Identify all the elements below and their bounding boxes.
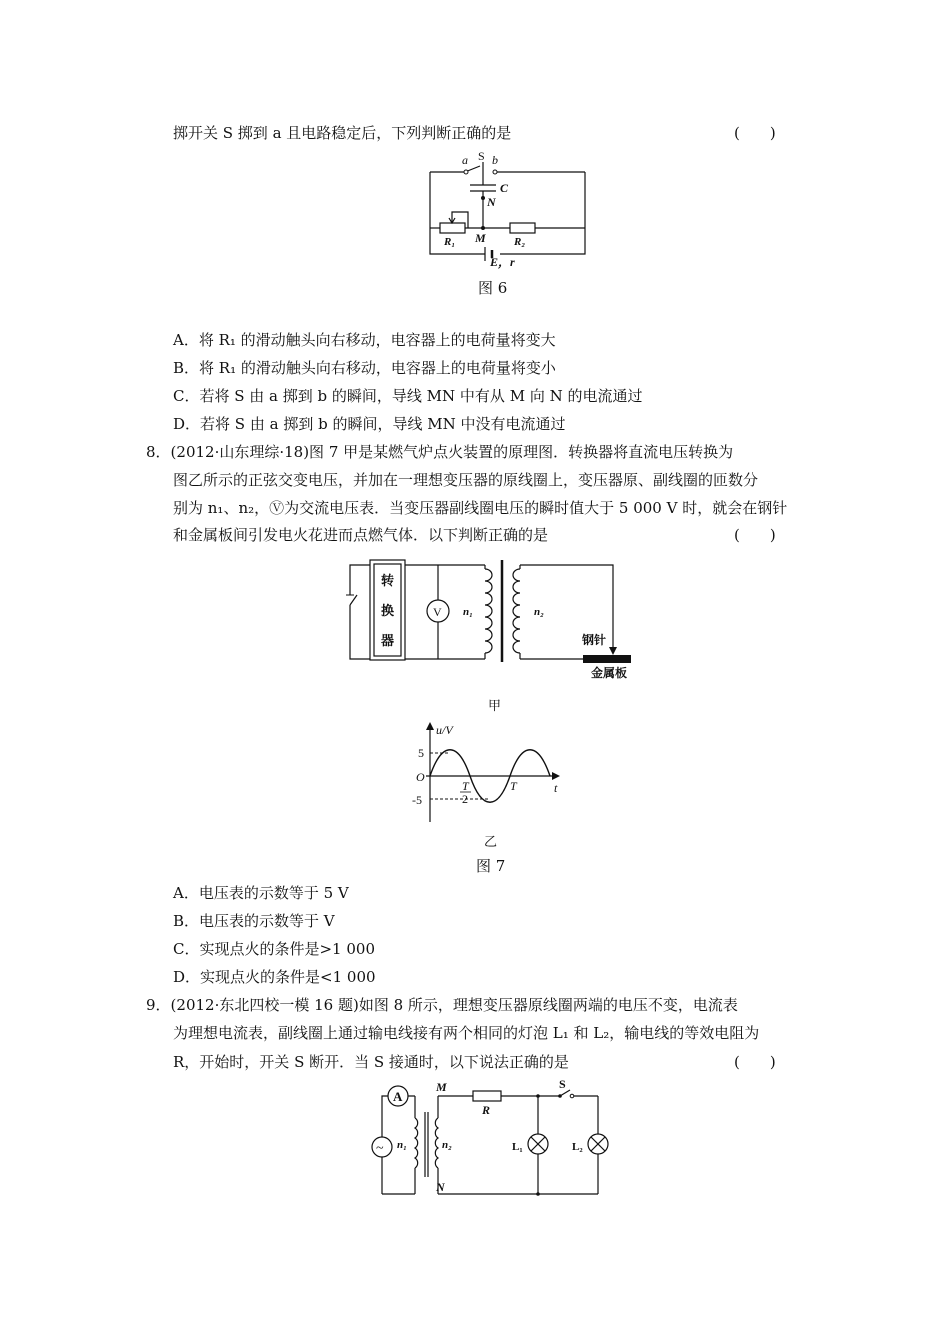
- fig7-tick-half-t-den: 2: [462, 792, 468, 806]
- q8-stem-line-3: 别为 n₁、n₂，Ⓥ为交流电压表．当变压器副线圈电压的瞬时值大于 5 000 V 时，就会在钢针: [173, 499, 788, 517]
- q7-option-d: D．若将 S 由 a 掷到 b 的瞬间，导线 MN 中没有电流通过: [173, 415, 566, 433]
- figure-7-yi-sine-graph: [390, 718, 570, 828]
- q8-option-c: C．实现点火的条件是>1 000: [173, 940, 375, 958]
- fig7-label-plate: 金属板: [591, 666, 628, 680]
- fig8-label-s: S: [559, 1077, 566, 1091]
- fig8-label-m: M: [436, 1080, 447, 1094]
- fig7-label-needle: 钢针: [582, 633, 607, 647]
- q7-option-c: C．若将 S 由 a 掷到 b 的瞬间，导线 MN 中有从 M 向 N 的电流通过: [173, 387, 643, 405]
- fig8-label-n2: n₂: [442, 1139, 452, 1151]
- q9-stem-line-1: 9．(2012·东北四校一模 16 题)如图 8 所示，理想变压器原线圈两端的电压不变，电流表: [146, 996, 738, 1014]
- fig7-tick-half-t-num: T: [462, 779, 469, 793]
- fig6-label-n: N: [487, 195, 496, 209]
- fig7-axis-u: u/V: [436, 723, 453, 737]
- fig8-label-n1: n₁: [397, 1139, 407, 1151]
- q7-answer-paren: ( ): [734, 124, 776, 142]
- q9-stem-line-3: R，开始时，开关 S 断开．当 S 接通时，以下说法正确的是: [173, 1053, 569, 1071]
- fig6-label-c: C: [500, 181, 509, 195]
- fig7-label-n2: n₂: [534, 606, 544, 618]
- figure-8-circuit: [370, 1077, 610, 1197]
- fig8-ammeter-label: A: [393, 1089, 403, 1104]
- q8-stem-line-1: 8．(2012·山东理综·18)图 7 甲是某燃气炉点火装置的原理图．转换器将直流电压转换为: [146, 443, 734, 461]
- q9-stem-line-2: 为理想电流表，副线圈上通过输电线接有两个相同的灯泡 L₁ 和 L₂，输电线的等效电阻为: [173, 1024, 760, 1042]
- q8-stem-line-2: 图乙所示的正弦交变电压，并加在一理想变压器的原线圈上，变压器原、副线圈的匝数分: [173, 471, 759, 489]
- fig7-tick-minus-5: -5: [412, 793, 422, 807]
- fig6-label-r1: R₁: [444, 236, 456, 248]
- figure-7-caption: 图 7: [476, 857, 506, 875]
- fig7-converter-char-3: 器: [381, 633, 395, 648]
- fig7-tick-5: 5: [418, 746, 424, 760]
- q7-option-a: A．将 R₁ 的滑动触头向右移动，电容器上的电荷量将变大: [173, 331, 556, 349]
- q8-option-d: D．实现点火的条件是<1 000: [173, 968, 376, 986]
- fig7-jia-label: 甲: [488, 699, 502, 714]
- figure-6-caption: 图 6: [478, 279, 508, 297]
- fig7-yi-label: 乙: [484, 835, 498, 850]
- q9-answer-paren: ( ): [734, 1053, 776, 1071]
- fig6-label-m: M: [475, 231, 486, 245]
- fig8-ac-source-icon: ~: [376, 1141, 384, 1156]
- fig8-label-r: R: [482, 1103, 491, 1117]
- fig7-axis-t: t: [554, 781, 558, 795]
- fig6-label-er: E，r: [490, 255, 515, 269]
- fig6-label-s: S: [478, 149, 485, 163]
- fig8-label-n: N: [436, 1180, 445, 1194]
- q7-stem: 掷开关 S 掷到 a 且电路稳定后，下列判断正确的是: [173, 124, 512, 142]
- fig6-label-b: b: [492, 153, 498, 167]
- fig7-voltmeter-label: V: [433, 605, 442, 619]
- fig8-label-l2: L₂: [572, 1141, 583, 1153]
- fig7-converter-char-2: 换: [381, 603, 395, 618]
- fig6-label-r2: R₂: [514, 236, 526, 248]
- fig6-label-a: a: [462, 153, 468, 167]
- figure-6-circuit: [420, 149, 620, 269]
- fig7-tick-t: T: [510, 779, 517, 793]
- q8-stem-line-4: 和金属板间引发电火花进而点燃气体．以下判断正确的是: [173, 526, 549, 544]
- fig7-converter-char-1: 转: [381, 573, 395, 588]
- figure-7-jia-circuit: [345, 555, 645, 680]
- q8-option-a: A．电压表的示数等于 5 V: [173, 884, 349, 902]
- fig8-label-l1: L₁: [512, 1141, 523, 1153]
- q8-option-b: B．电压表的示数等于 V: [173, 912, 335, 930]
- fig7-label-n1: n₁: [463, 606, 473, 618]
- q8-answer-paren: ( ): [734, 526, 776, 544]
- fig7-origin: O: [416, 770, 425, 784]
- q7-option-b: B．将 R₁ 的滑动触头向右移动，电容器上的电荷量将变小: [173, 359, 556, 377]
